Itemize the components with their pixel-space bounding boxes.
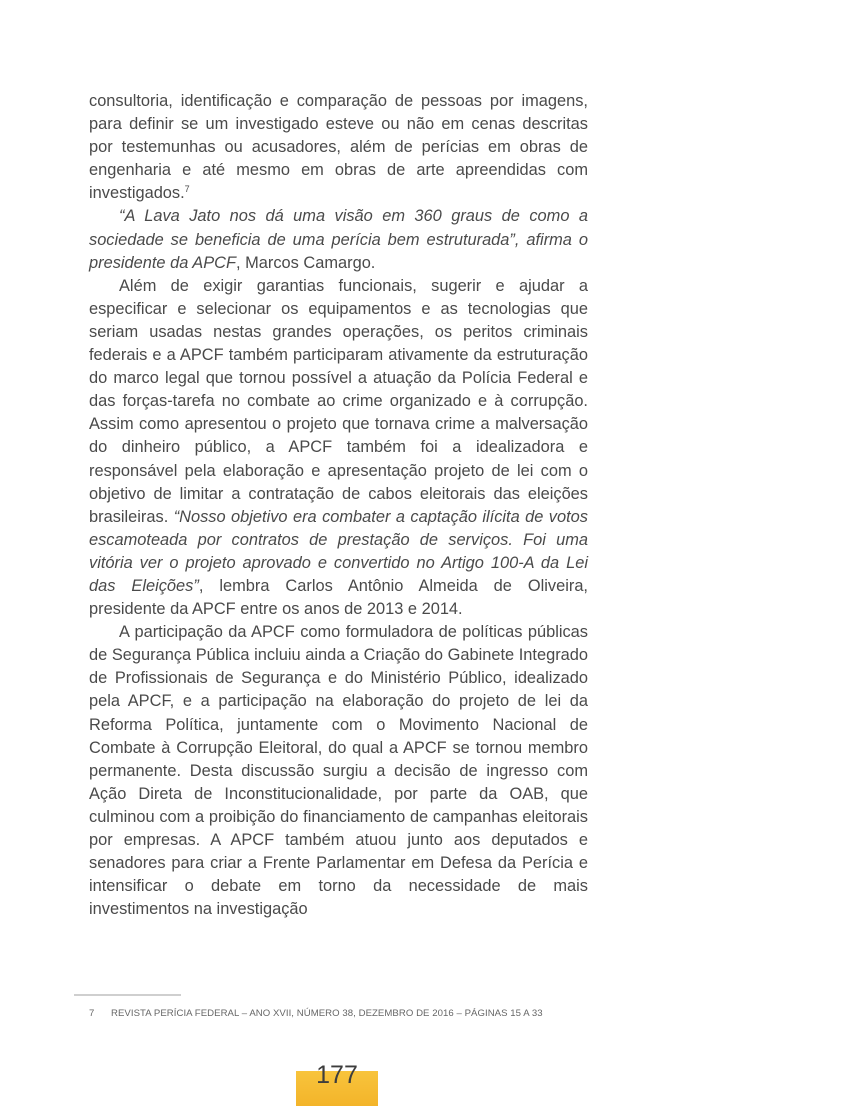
- page-number-tab: [296, 1061, 378, 1106]
- page-number: 177: [316, 1061, 358, 1089]
- paragraph-2: [89, 205, 588, 274]
- quote-nosso-objetivo: “Nosso objetivo era combater a captação ilícita de votos escamoteada por contratos de prestação de serviços. Foi uma vitória ver o projeto aprovado e convertido no Artigo 100-A da Lei das Eleições”: [89, 507, 588, 595]
- paragraph-1: [89, 90, 588, 205]
- footnote-text: REVISTA PERÍCIA FEDERAL – ANO XVII, NÚMERO 38, DEZEMBRO DE 2016 – PÁGINAS 15 A 33: [111, 1008, 543, 1019]
- paragraph-1-text: consultoria, identificação e comparação de pessoas por imagens, para definir se um investigado esteve ou não em cenas descritas por testemunhas ou acusadores, além de perícias em obras de engenharia e até mesmo em obras de arte apreendidas com investigados.: [89, 92, 588, 203]
- footnote: [89, 1008, 543, 1019]
- paragraph-3-attribution: , lembra Carlos Antônio Almeida de Oliveira, presidente da APCF entre os anos de 2013 e 2014.: [89, 576, 588, 619]
- paragraph-2-attribution: , Marcos Camargo.: [236, 253, 376, 272]
- paragraph-4: [89, 621, 588, 921]
- body-text: [89, 90, 588, 921]
- paragraph-3: [89, 275, 588, 621]
- footnote-divider: [74, 994, 181, 996]
- footnote-ref-7[interactable]: 7: [184, 184, 190, 195]
- paragraph-3-text: Além de exigir garantias funcionais, sugerir e ajudar a especificar e selecionar os equipamentos e as tecnologias que seriam usadas nestas grandes operações, os peritos criminais federais e a APCF também participaram ativamente da estruturação do marco legal que tornou possível a atuação da Polícia Federal e das forças-tarefa no combate ao crime organizado e à corrupção. Assim como apresentou o projeto que tornava crime a malversação do dinheiro público, a APCF também foi a idealizadora e responsável pela elaboração e apresentação projeto de lei com o objetivo de limitar a contratação de cabos eleitorais das eleições brasileiras.: [89, 276, 588, 526]
- paragraph-4-text: A participação da APCF como formuladora de políticas públicas de Segurança Pública incluiu ainda a Criação do Gabinete Integrado de Profissionais de Segurança e do Ministério Público, idealizado pela APCF, e a participação na elaboração do projeto de lei da Reforma Política, juntamente com o Movimento Nacional de Combate à Corrupção Eleitoral, do qual a APCF se tornou membro permanente. Desta discussão surgiu a decisão de ingresso com Ação Direta de Inconstitucionalidade, por parte da OAB, que culminou com a proibição do financiamento de campanhas eleitorais por empresas. A APCF também atuou junto aos deputados e senadores para criar a Frente Parlamentar em Defesa da Perícia e intensificar o debate em torno da necessidade de mais investimentos na investigação: [89, 623, 588, 919]
- footnote-number: 7: [89, 1008, 95, 1019]
- quote-lava-jato: “A Lava Jato nos dá uma visão em 360 graus de como a sociedade se beneficia de uma perícia bem estruturada”, afirma o presidente da APCF: [89, 207, 588, 272]
